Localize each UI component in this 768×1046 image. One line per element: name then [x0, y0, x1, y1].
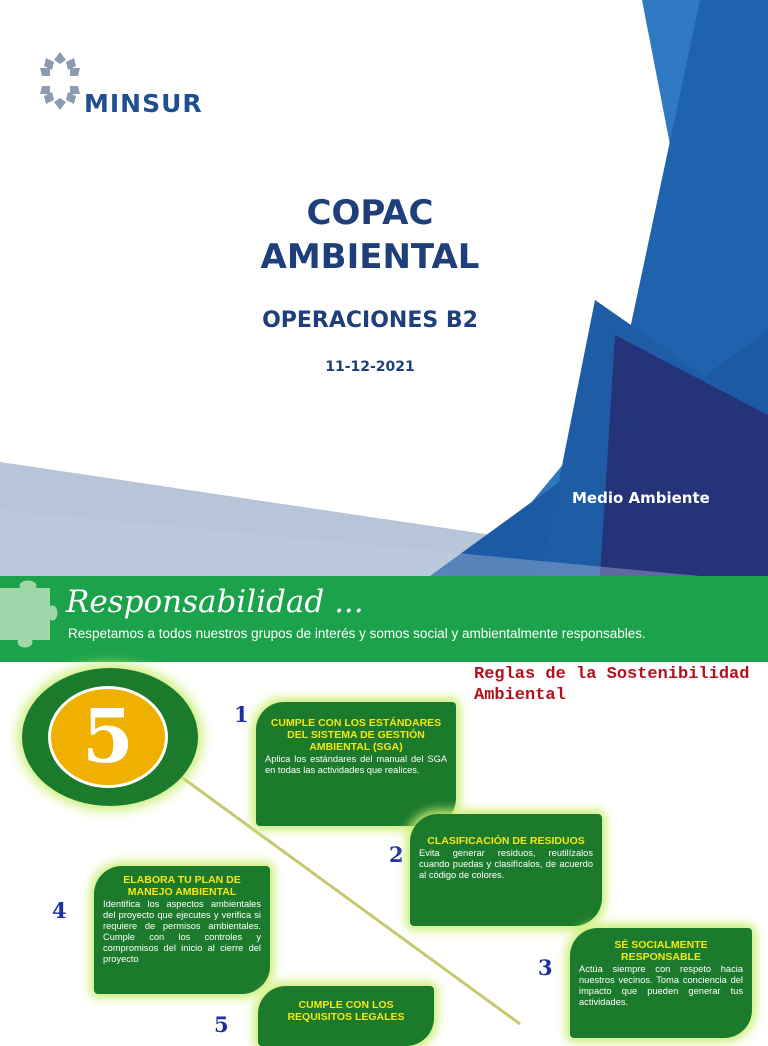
slide-date: 11-12-2021 [325, 359, 415, 375]
rules-title-line1: Reglas de la Sostenibilidad [474, 665, 750, 684]
rule-title: CUMPLE CON LOS ESTÁNDARES DEL SISTEMA DE GESTIÓN AMBIENTAL (SGA) [270, 717, 442, 753]
rule-card [410, 814, 602, 926]
rule-number: 1 [234, 702, 249, 727]
rule-title: CUMPLE CON LOS REQUISITOS LEGALES [287, 999, 405, 1023]
rule-card [570, 928, 752, 1038]
rule-card [256, 702, 456, 826]
company-logo-text: MINSUR [84, 89, 203, 118]
rule-text: Evita generar residuos, reutilízalos cuando puedas y clasifícalos, de acuerdo al código de colores. [419, 848, 593, 880]
rule-title: SÉ SOCIALMENTE RESPONSABLE [614, 939, 708, 963]
rules-title-line2: Ambiental [474, 686, 566, 705]
rule-text: Identifica los aspectos ambientales del proyecto que ejecutes y verifica si requiere de permisos ambientales. Cumple con los controles y compromisos del inicio al cierre del proyecto [103, 899, 261, 964]
banner-text: Respetamos a todos nuestros grupos de interés y somos social y ambientalmente responsables. [68, 626, 646, 641]
slide-footer: Medio Ambiente [572, 489, 710, 507]
rule-card [94, 866, 270, 994]
slide-title-line2: AMBIENTAL [260, 237, 480, 277]
slide-subtitle: OPERACIONES B2 [262, 308, 478, 333]
rule-title: CLASIFICACIÓN DE RESIDUOS [427, 835, 585, 847]
rule-text: Actúa siempre con respeto hacia nuestros vecinos. Toma conciencia del impacto que pueden generar tus actividades. [579, 964, 743, 1007]
rule-title: ELABORA TU PLAN DE MANEJO AMBIENTAL [123, 874, 241, 898]
banner-title: Responsabilidad ... [66, 584, 364, 620]
rule-number: 5 [214, 1012, 229, 1037]
rules-count: 5 [82, 694, 134, 780]
slide-title-line1: COPAC [306, 193, 434, 233]
rule-text: Aplica los estándares del manual del SGA en todas las actividades que realices. [265, 754, 447, 775]
rule-number: 2 [389, 842, 404, 867]
rules-slide [0, 576, 768, 1037]
rule-card [258, 986, 434, 1046]
rule-number: 4 [52, 898, 67, 923]
rule-number: 3 [538, 955, 553, 980]
minsur-logo-mark-icon [36, 50, 84, 112]
